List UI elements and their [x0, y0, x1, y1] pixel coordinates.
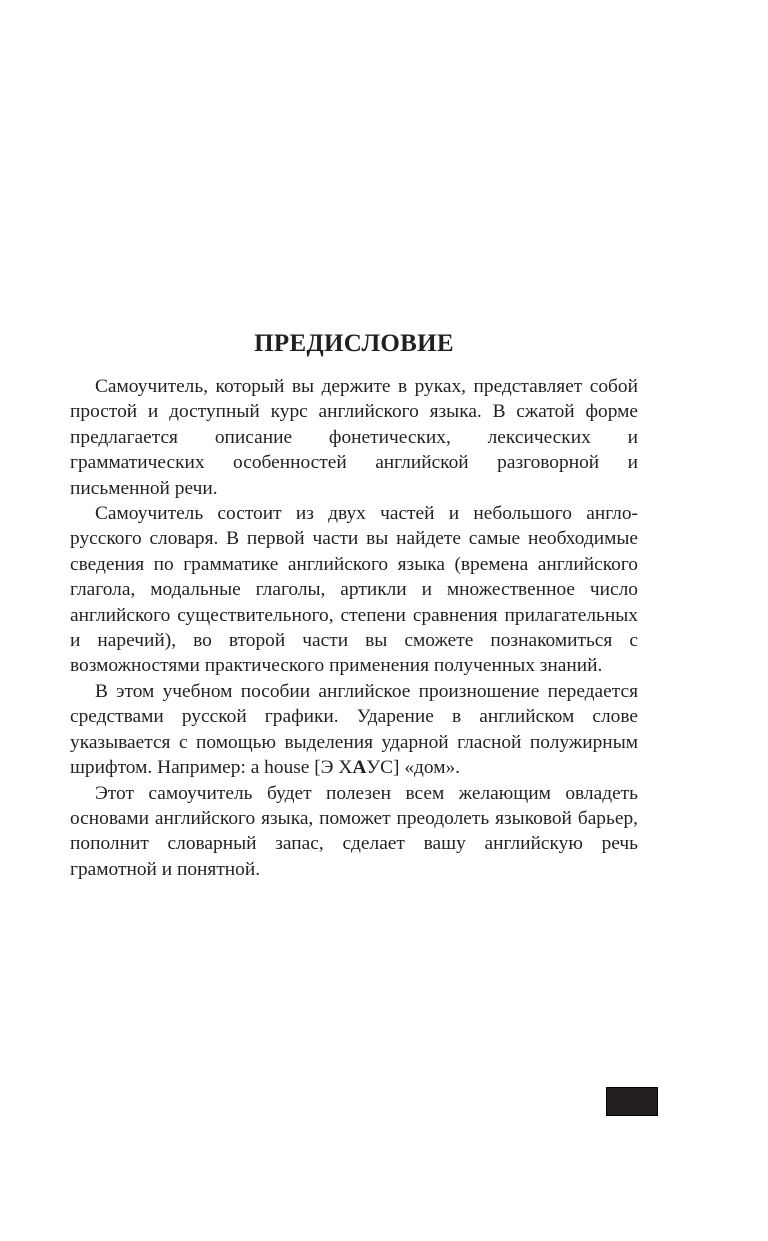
paragraph-3-text-after: УС] «дом». — [366, 757, 461, 779]
page-title: ПРЕДИСЛОВИЕ — [254, 330, 454, 357]
paragraph-3 — [70, 679, 638, 781]
section-marker-block — [606, 1087, 658, 1116]
paragraph-3-text-before: В этом учебном пособии английское произношение передается средствами русской графики. Ударение в английском слове указывается с помощью выделения ударной гласной полужирным шрифтом. Например: a house [Э Х — [70, 680, 638, 779]
paragraph-2: Самоучитель состоит из двух частей и небольшого англо-русского словаря. В первой части вы найдете самые необходимые сведения по грамматике английского языка (времена английского глагола, модальные глаголы, артикли и множественное число английского существительного, степени сравнения прилагательных и наречий), во второй части вы сможете познакомиться с возможностями практического применения полученных знаний. — [70, 503, 638, 677]
preface-body — [70, 374, 638, 882]
paragraph-1: Самоучитель, который вы держите в руках, представляет собой простой и доступный курс английского языка. В сжатой форме предлагается описание фонетических, лексических и грамматических особенностей английской разговорной и письменной речи. — [70, 376, 638, 499]
stressed-vowel: А — [352, 757, 367, 779]
paragraph-4: Этот самоучитель будет полезен всем желающим овладеть основами английского языка, поможет преодолеть языковой барьер, пополнит словарный запас, сделает вашу английскую речь грамотной и понятной. — [70, 782, 638, 880]
